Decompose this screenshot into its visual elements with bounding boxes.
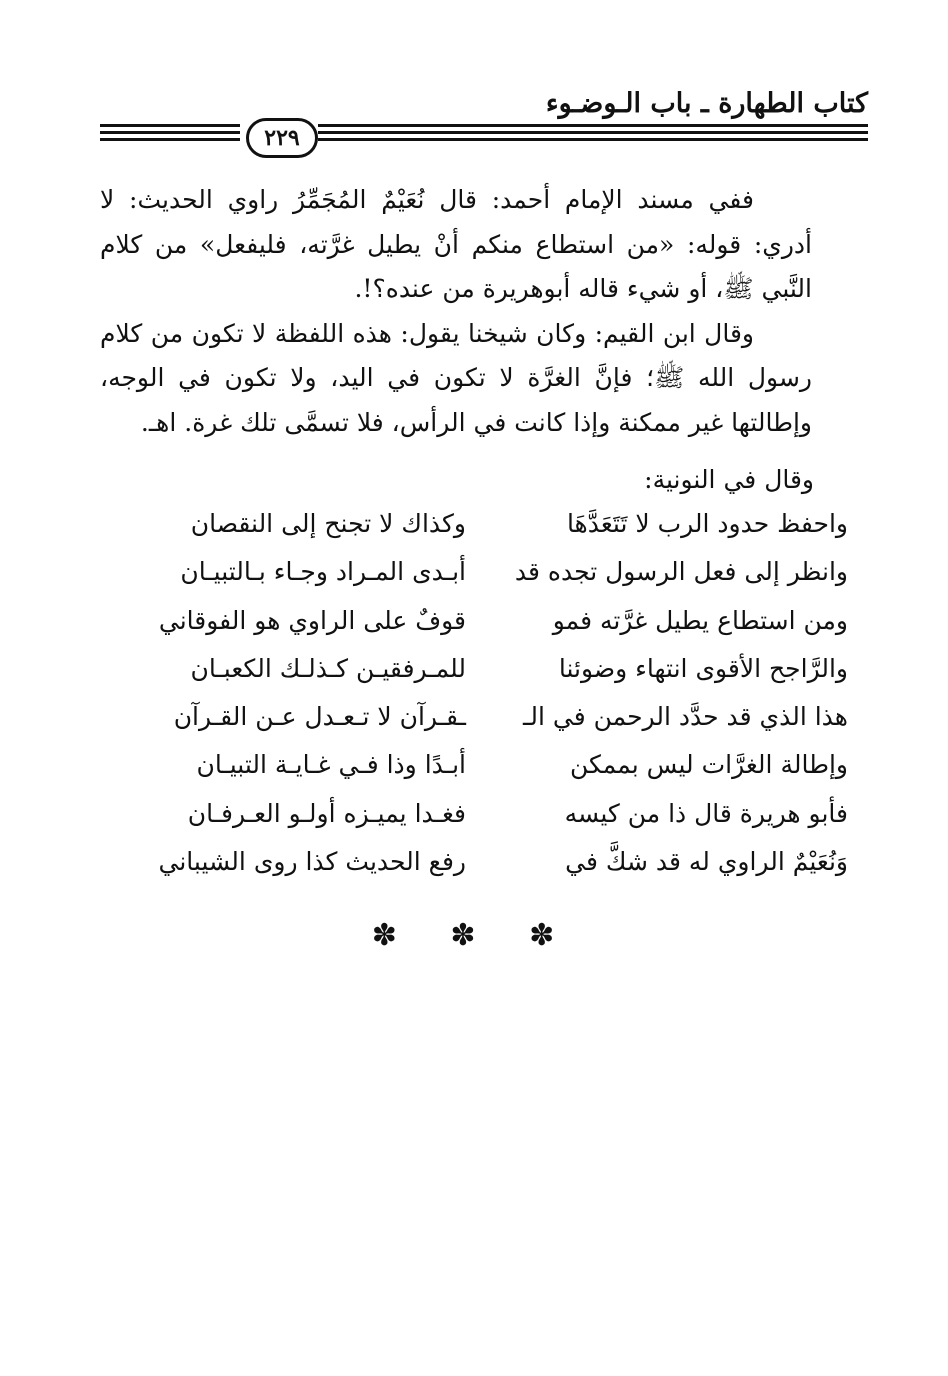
nuniyya-poem	[130, 500, 848, 886]
poem-verse	[130, 741, 848, 789]
verse-first-hemistich: فأبو هريرة قال ذا من كيسه	[564, 798, 848, 828]
verse-first-hemistich: وانظر إلى فعل الرسول تجده قد	[514, 557, 848, 587]
header-rule-line-right-top	[318, 124, 868, 127]
header-rule-line-right-middle	[318, 131, 868, 134]
verse-second-hemistich: رفع الحديث كذا روى الشيباني	[158, 847, 466, 877]
body-text	[100, 178, 812, 445]
verse-second-hemistich: ـقـرآن لا تـعـدل عـن القـرآن	[173, 702, 466, 732]
header-rule-line-left-middle	[100, 131, 240, 134]
verse-second-hemistich: أبـدى المـراد وجـاء بـالتبيـان	[180, 557, 466, 587]
verse-second-hemistich: أبـدًا وذا فـي غـايـة التبيـان	[196, 750, 466, 780]
header-rule-line-left-bottom	[100, 138, 240, 141]
poem-verse	[130, 693, 848, 741]
section-end-ornament: ✽ ✽ ✽	[371, 918, 577, 953]
header-rule-line-right-bottom	[318, 138, 868, 141]
verse-first-hemistich: ومن استطاع يطيل غرَّته فمو	[552, 605, 848, 635]
header-rule	[100, 118, 868, 156]
running-header-title: كتاب الطهارة ـ باب الـوضـوء	[545, 88, 868, 119]
poem-verse	[130, 790, 848, 838]
verse-first-hemistich: وَنُعَيْمٌ الراوي له قد شكَّ في	[565, 847, 848, 877]
paragraph-ibn-alqayyim: وقال ابن القيم: وكان شيخنا يقول: هذه اللفظة لا تكون من كلام رسول الله ﷺ؛ فإنَّ الغرَّة لا تكون في اليد، ولا تكون في الوجه، وإطالتها غير ممكنة وإذا كانت في الرأس، فلا تسمَّى تلك غرة. اهـ.	[100, 318, 812, 437]
poem-intro: وقال في النونية:	[644, 465, 814, 494]
paragraph-musnad-ahmad: ففي مسند الإمام أحمد: قال نُعَيْمٌ المُجَمِّرُ راوي الحديث: لا أدري: قوله: «من استطاع منكم أنْ يطيل غرَّته، فليفعل» من كلام النَّبي ﷺ، أو شيء قاله أبوهريرة من عنده؟!.	[100, 185, 812, 303]
verse-first-hemistich: والرَّاجح الأقوى انتهاء وضوئنا	[558, 653, 848, 683]
verse-first-hemistich: هذا الذي قد حدَّد الرحمن في الـ	[523, 702, 848, 732]
poem-verse	[130, 548, 848, 596]
verse-first-hemistich: واحفظ حدود الرب لا تَتَعَدَّهَا	[566, 509, 848, 538]
poem-verse	[130, 500, 848, 548]
verse-second-hemistich: قوفٌ على الراوي هو الفوقاني	[158, 605, 466, 635]
verse-second-hemistich: وكذاك لا تجنح إلى النقصان	[190, 509, 466, 538]
verse-second-hemistich: فغـدا يميـزه أولـو العـرفـان	[187, 798, 466, 828]
poem-verse	[130, 645, 848, 693]
poem-verse	[130, 838, 848, 886]
page-number: ٢٢٩	[246, 118, 318, 158]
verse-first-hemistich: وإطالة الغرَّات ليس بممكن	[569, 750, 848, 780]
header-rule-line-left-top	[100, 124, 240, 127]
poem-verse	[130, 597, 848, 645]
verse-second-hemistich: للمـرفقيـن كـذلـك الكعبـان	[190, 653, 466, 683]
